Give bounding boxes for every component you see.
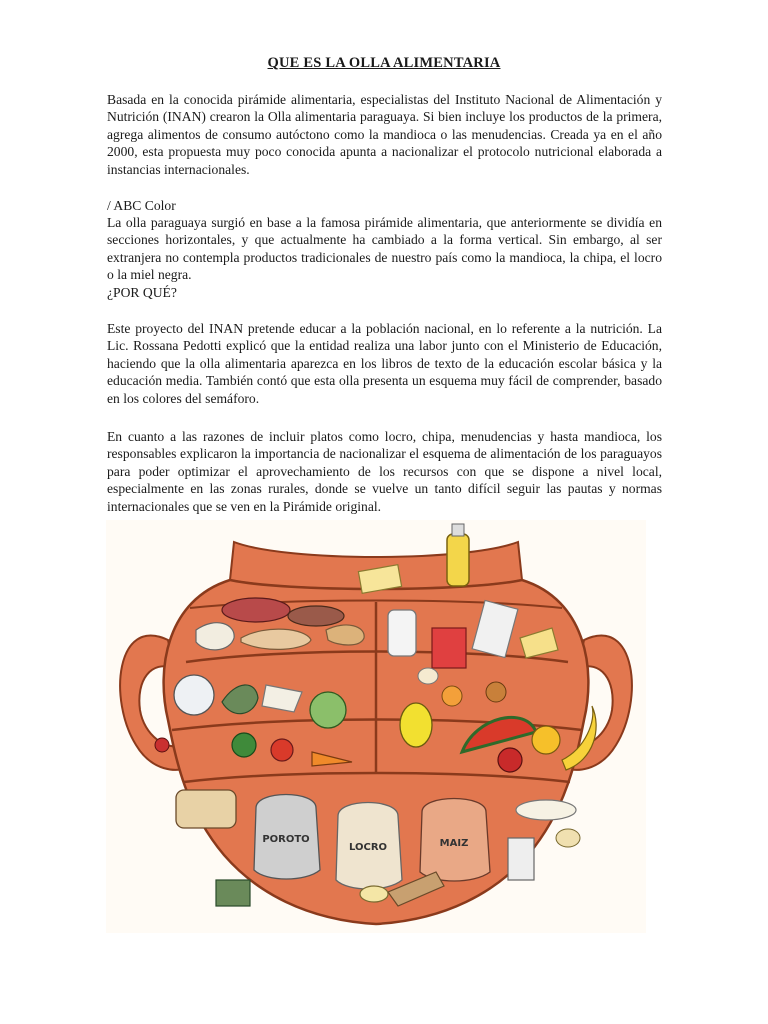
pot-drawing bbox=[106, 520, 646, 933]
sack-label-locro: LOCRO bbox=[348, 842, 388, 853]
sack-label-maiz: MAIZ bbox=[439, 838, 469, 849]
paragraph-origin-text: La olla paraguaya surgió en base a la famosa pirámide alimentaria, que anteriormente se dividía en secciones horizontales, y que actualmente ha cambiado a la forma vertical. Sin embargo, al ser extranjera no contempla productos tradicionales de nuestro país como la mandioca, la chipa, el locro o la miel negra. bbox=[107, 215, 662, 283]
source-line: / ABC Color bbox=[107, 198, 176, 213]
paragraph-project bbox=[107, 320, 662, 407]
sack-label-poroto: POROTO bbox=[262, 834, 310, 845]
paragraph-reasons bbox=[107, 428, 662, 515]
bread-icon bbox=[176, 790, 236, 828]
pineapple-icon bbox=[400, 703, 432, 747]
section-heading-why: ¿POR QUÉ? bbox=[107, 285, 177, 300]
paragraph-reasons-text: En cuanto a las razones de incluir platos como locro, chipa, menudencias y hasta mandioca, los responsables explicaron la importancia de nacionalizar el esquema de alimentación de los paraguayos para poder optimizar el aprovechamiento de los recursos con que se dispone a nivel local, especialmente en las zonas rurales, donde se vuelve un tanto difícil seguir las pautas y normas internacionales que se ven en la Pirámide original. bbox=[107, 429, 662, 514]
paragraph-intro bbox=[107, 91, 662, 178]
chipa-plate-icon bbox=[516, 800, 576, 820]
orange-icon bbox=[532, 726, 560, 754]
apple-icon bbox=[498, 748, 522, 772]
paragraph-origin bbox=[107, 214, 662, 284]
oil-bottle-icon bbox=[447, 524, 469, 586]
paragraph-project-text: Este proyecto del INAN pretende educar a la población nacional, en lo referente a la nutrición. La Lic. Rossana Pedotti explicó que la entidad realiza una labor junto con el Ministerio de Educación, haciendo que la olla alimentaria aparezca en los libros de texto de la educación escolar básica y la educación media. También contó que esta olla presenta un esquema muy fácil de comprender, basado en los colores del semáforo. bbox=[107, 321, 662, 406]
page-title: QUE ES LA OLLA ALIMENTARIA bbox=[267, 55, 501, 71]
lettuce-icon bbox=[310, 692, 346, 728]
chicken-icon bbox=[196, 623, 234, 650]
paragraph-intro-text: Basada en la conocida pirámide alimentaria, especialistas del Instituto Nacional de Alimentación y Nutrición (INAN) crearon la Olla alimentaria paraguaya. Si bien incluye los productos de la primera, agrega alimentos de consumo autóctono como la mandioca o las menudencias. Creada ya en el año 2000, esta propuesta muy poco conocida apunta a nacionalizar el protocolo nutricional elaborada a instancias internacionales. bbox=[107, 92, 662, 177]
milk-bottle-icon bbox=[388, 610, 416, 656]
olla-alimentaria-illustration bbox=[106, 520, 646, 933]
